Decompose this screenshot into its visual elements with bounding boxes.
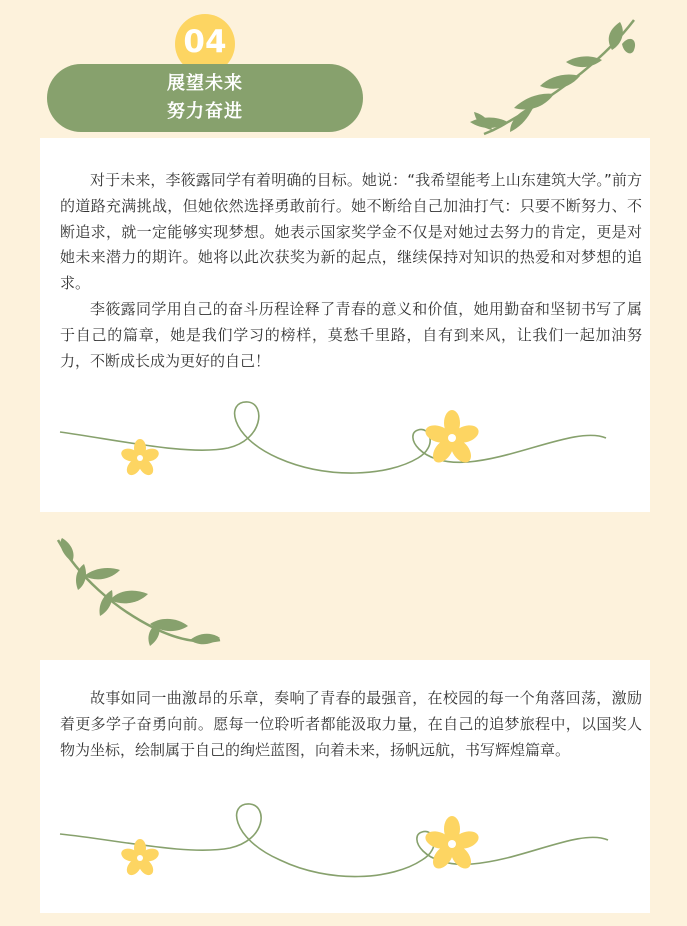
vine-flower-icon: [58, 798, 638, 898]
section-title-line2: 努力奋进: [167, 101, 243, 122]
leaf-branch-icon: [54, 536, 224, 654]
card2-paragraph-1: 故事如同一曲激昂的乐章，奏响了青春的最强音，在校园的每一个角落回荡，激励着更多学子奋勇向前。愿每一位聆听者都能汲取力量，在自己的追梦旅程中，以国奖人物为坐标，绘制属于自己的绚烂蓝图，向着未来，扬帆远航，书写辉煌篇章。: [60, 689, 642, 759]
card2-text: [60, 686, 642, 763]
leaf-branch-icon: [462, 14, 640, 142]
card1-paragraph-1: 对于未来，李筱露同学有着明确的目标。她说：“我希望能考上山东建筑大学。”前方的道路充满挑战，但她依然选择勇敢前行。她不断给自己加油打气：只要不断努力、不断追求，就一定能够实现梦想。她表示国家奖学金不仅是对她过去努力的肯定，更是对她未来潜力的期许。她将以此次获奖为新的起点，继续保持对知识的热爱和对梦想的追求。: [60, 171, 642, 293]
content-card-1: [40, 138, 650, 512]
section-title-line1: 展望未来: [167, 73, 243, 94]
card1-text: [60, 168, 642, 374]
vine-flower-icon: [58, 396, 638, 486]
card1-paragraph-2: 李筱露同学用自己的奋斗历程诠释了青春的意义和价值，她用勤奋和坚韧书写了属于自己的篇章，她是我们学习的榜样，莫愁千里路，自有到来风，让我们一起加油努力，不断成长成为更好的自己！: [60, 299, 642, 370]
content-card-2: [40, 660, 650, 913]
section-title-pill: [47, 64, 363, 132]
section-number-badge: 04: [175, 14, 235, 74]
